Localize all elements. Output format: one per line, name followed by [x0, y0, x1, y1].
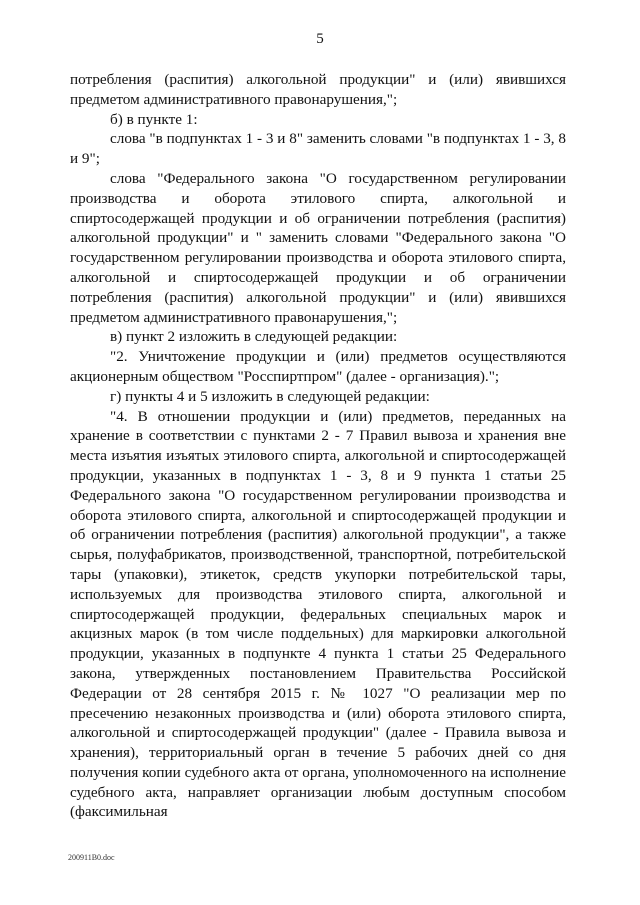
footer-filename: 200911В0.doc: [68, 853, 115, 862]
page-number: 5: [316, 31, 324, 47]
paragraph: потребления (распития) алкогольной продукции" и (или) явившихся предметом административного правонарушения,";: [70, 71, 566, 108]
paragraph: "2. Уничтожение продукции и (или) предметов осуществляются акционерным обществом "Росспиртпром" (далее - организация).";: [70, 348, 566, 385]
document-body: [70, 70, 566, 822]
paragraph: г) пункты 4 и 5 изложить в следующей редакции:: [110, 387, 430, 405]
paragraph: слова "Федерального закона "О государственном регулировании производства и оборота этилового спирта, алкогольной и спиртосодержащей продукции и об ограничении потребления (распития) алкогольной продукции" и " заменить словами "Федерального закона "О государственном регулировании производства и оборота этилового спирта, алкогольной и спиртосодержащей продукции и об ограничении потребления (распития) алкогольной продукции" и (или) явившихся предметом административного правонарушения,";: [70, 169, 566, 326]
paragraph: б) в пункте 1:: [110, 110, 198, 128]
paragraph: в) пункт 2 изложить в следующей редакции:: [110, 328, 398, 346]
paragraph: слова "в подпунктах 1 - 3 и 8" заменить словами "в подпунктах 1 - 3, 8 и 9";: [70, 130, 566, 168]
paragraph: "4. В отношении продукции и (или) предметов, переданных на хранение в соответствии с пунктами 2 - 7 Правил вывоза и хранения вне места изъятия изъятых этилового спирта, алкогольной и спиртосодержащей продукции, указанных в подпунктах 1 - 3, 8 и 9 пункта 1 статьи 25 Федерального закона "О государственном регулировании производства и оборота этилового спирта, алкогольной и спиртосодержащей продукции и об ограничении потребления (распития) алкогольной продукции", а также сырья, полуфабрикатов, производственной, транспортной, потребительской тары (упаковки), этикеток, средств укупорки потребительской тары, используемых для производства этилового спирта, алкогольной и спиртосодержащей продукции, федеральных специальных марок и акцизных марок (в том числе поддельных) для маркировки алкогольной продукции, указанных в подпункте 4 пункта 1 статьи 25 Федерального закона, утвержденных постановлением Правительства Российской Федерации от 28 сентября 2015 г. № 1027 "О реализации мер по пресечению незаконных производства и (или) оборота этилового спирта, алкогольной и спиртосодержащей продукции" (далее - Правила вывоза и хранения), территориальный орган в течение 5 рабочих дней со дня получения копии судебного акта от органа, уполномоченного на исполнение судебного акта, направляет организации любым доступным способом (факсимильная: [70, 407, 566, 821]
